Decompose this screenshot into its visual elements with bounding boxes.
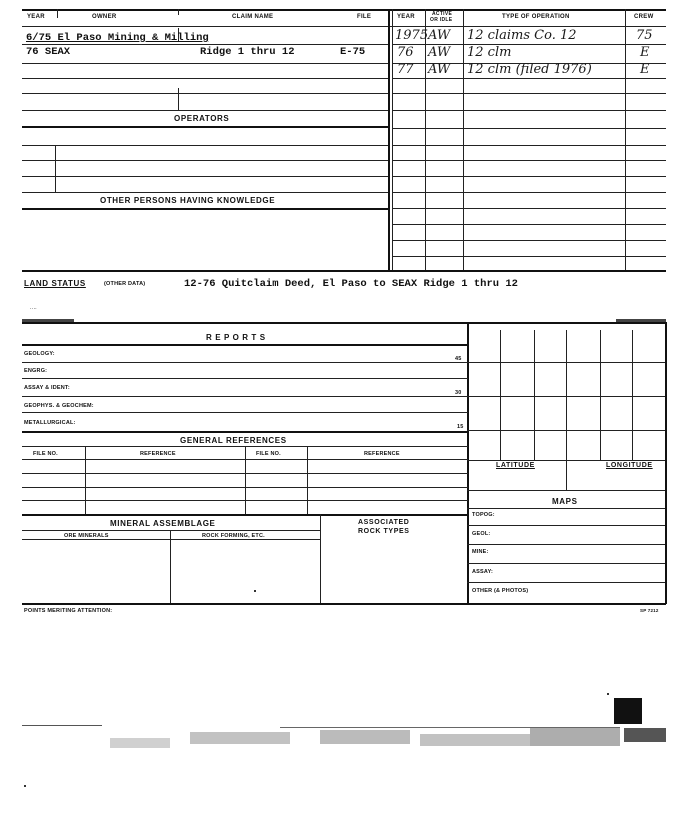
land-status-label: LAND STATUS <box>24 279 86 288</box>
header-file: FILE <box>357 14 372 20</box>
op-year-3: 77 <box>397 62 414 77</box>
op-year-1: 1975 <box>395 28 429 43</box>
header-owner: OWNER <box>92 14 117 20</box>
land-status-text: 12-76 Quitclaim Deed, El Paso to SEAX Ridge 1 thru 12 <box>184 278 518 290</box>
mineral-assemblage-title: MINERAL ASSEMBLAGE <box>110 519 216 528</box>
land-status-sub: (OTHER DATA) <box>104 281 146 287</box>
report-geology-num: 45 <box>455 356 462 362</box>
owner-row-2: 76 SEAX <box>26 46 71 58</box>
gr-reference-1: REFERENCE <box>140 451 176 457</box>
op-status-3: AW <box>428 62 451 77</box>
latitude-label: LATITUDE <box>496 462 535 469</box>
reports-title: R E P O R T S <box>206 333 266 342</box>
header-year-2: YEAR <box>397 14 415 20</box>
report-geology: GEOLOGY: <box>24 351 55 357</box>
form-code: SP 7212 <box>640 608 659 613</box>
rock-types-label: ROCK TYPES <box>358 528 410 535</box>
associated-label: ASSOCIATED <box>358 519 410 526</box>
maps-other: OTHER (& PHOTOS) <box>472 588 529 594</box>
file-row-2: E-75 <box>340 46 366 58</box>
header-type-of-operation: TYPE OF OPERATION <box>502 14 570 20</box>
rock-forming-label: ROCK FORMING, ETC. <box>202 533 265 539</box>
op-status-1: AW <box>428 28 451 43</box>
header-active-idle-top: ACTIVE <box>432 11 453 17</box>
op-crew-1: 75 <box>636 28 653 43</box>
longitude-label: LONGITUDE <box>606 462 653 469</box>
owner-row-1: 6/75 El Paso Mining & Milling <box>26 32 209 44</box>
report-assay-num: 30 <box>455 390 462 396</box>
header-crew: CREW <box>634 14 654 20</box>
report-assay: ASSAY & IDENT: <box>24 385 70 391</box>
op-year-2: 76 <box>397 45 414 60</box>
general-references-title: GENERAL REFERENCES <box>180 436 287 445</box>
gr-file-no-2: FILE NO. <box>256 451 281 457</box>
op-crew-2: E <box>640 45 650 60</box>
header-year: YEAR <box>27 14 45 20</box>
op-type-1: 12 claims Co. 12 <box>467 28 577 43</box>
maps-assay: ASSAY: <box>472 569 494 575</box>
op-type-2: 12 clm <box>467 45 512 60</box>
report-engrg: ENGRG: <box>24 368 48 374</box>
report-metallurgical-num: 15 <box>457 424 464 430</box>
header-active-idle-bottom: OR IDLE <box>430 17 453 23</box>
op-crew-3: E <box>640 62 650 77</box>
operators-label: OPERATORS <box>174 114 230 123</box>
gr-reference-2: REFERENCE <box>364 451 400 457</box>
op-status-2: AW <box>428 45 451 60</box>
gr-file-no-1: FILE NO. <box>33 451 58 457</box>
ellipsis-mark: .... <box>30 305 37 311</box>
maps-topog: TOPOG: <box>472 512 495 518</box>
maps-title: MAPS <box>552 497 578 506</box>
report-geophys: GEOPHYS. & GEOCHEM: <box>24 403 94 409</box>
points-meriting-attention: POINTS MERITING ATTENTION: <box>24 608 113 614</box>
report-metallurgical: METALLURGICAL: <box>24 420 76 426</box>
claim-row-2: Ridge 1 thru 12 <box>200 46 295 58</box>
op-type-3: 12 clm (filed 1976) <box>467 62 592 77</box>
maps-mine: MINE: <box>472 549 489 555</box>
header-claim-name: CLAIM NAME <box>232 14 274 20</box>
maps-geol: GEOL: <box>472 531 491 537</box>
ore-minerals-label: ORE MINERALS <box>64 533 109 539</box>
other-persons-label: OTHER PERSONS HAVING KNOWLEDGE <box>100 196 276 205</box>
